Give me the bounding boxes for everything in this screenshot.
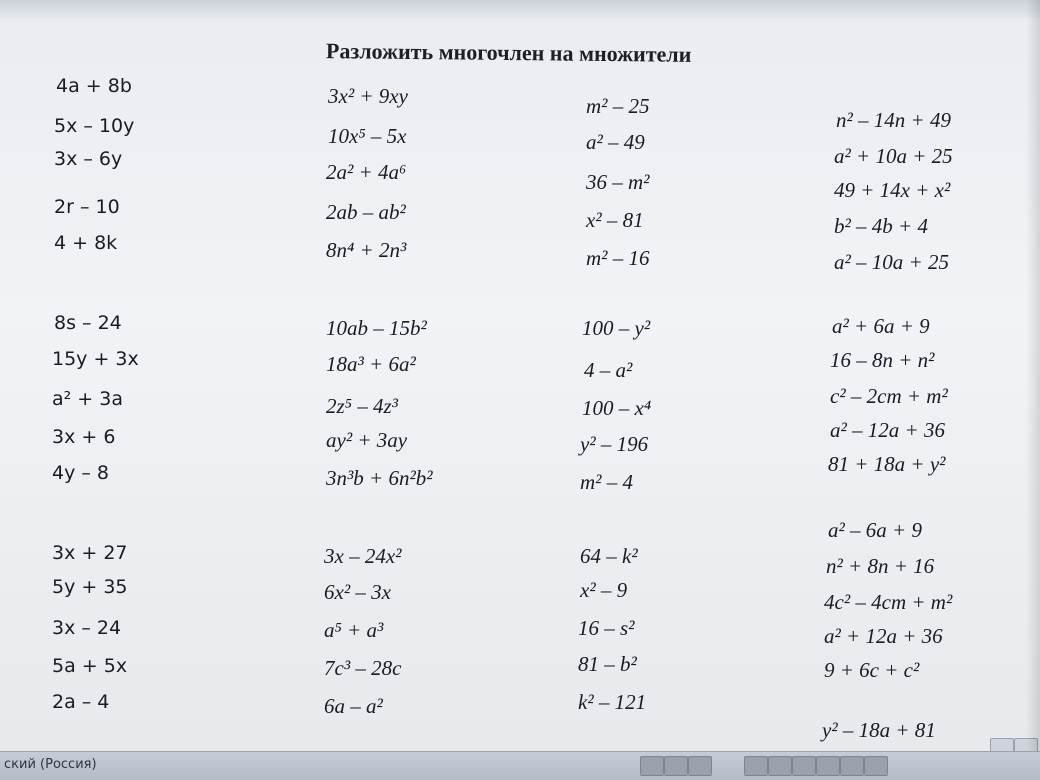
expression: 2a – 4 xyxy=(52,691,110,713)
expression: m² – 16 xyxy=(586,246,650,270)
expression: c² – 2cm + m² xyxy=(830,384,948,408)
expression: y² – 18a + 81 xyxy=(822,718,936,742)
expression: b² – 4b + 4 xyxy=(834,214,928,238)
expression: 4 + 8k xyxy=(54,232,118,254)
expression: 16 – 8n + n² xyxy=(830,348,935,372)
expression: 10x⁵ – 5x xyxy=(328,124,407,148)
tray-icon[interactable] xyxy=(744,756,768,776)
expression: 4y – 8 xyxy=(52,462,109,484)
expression: a² + 12a + 36 xyxy=(824,624,943,648)
expression: 7c³ – 28c xyxy=(324,656,402,680)
expression: 2ab – ab² xyxy=(326,200,406,224)
page-title: Разложить многочлен на множители xyxy=(325,38,692,67)
screen-edge-shadow xyxy=(1026,0,1040,780)
expression: 6x² – 3x xyxy=(324,580,391,604)
expression: 18a³ + 6a² xyxy=(326,352,416,376)
tray-icon[interactable] xyxy=(792,756,816,776)
expression: m² – 25 xyxy=(586,94,650,118)
expression: m² – 4 xyxy=(580,470,633,494)
expression: y² – 196 xyxy=(580,432,649,456)
expression: 3x + 27 xyxy=(52,542,128,564)
expression: 8s – 24 xyxy=(54,312,122,334)
expression: 3x – 24 xyxy=(52,617,122,639)
expression: a² – 12a + 36 xyxy=(830,418,945,442)
expression: 3x + 6 xyxy=(52,426,116,448)
expression: 3x² + 9xy xyxy=(328,84,408,108)
expression: a² – 49 xyxy=(586,130,645,154)
expression: 15y + 3x xyxy=(52,348,139,370)
tray-icon[interactable] xyxy=(664,756,688,776)
expression: 100 – x⁴ xyxy=(582,396,652,420)
tray-icon[interactable] xyxy=(688,756,712,776)
taskbar xyxy=(0,751,1040,780)
expression: 5a + 5x xyxy=(52,655,128,677)
expression: a² + 6a + 9 xyxy=(832,314,930,338)
expression: 64 – k² xyxy=(580,544,638,568)
expression: 3n³b + 6n²b² xyxy=(326,466,433,490)
expression: 2a² + 4a⁶ xyxy=(326,160,407,184)
expression: a² – 6a + 9 xyxy=(828,518,922,542)
expression: 5y + 35 xyxy=(52,576,128,598)
expression: k² – 121 xyxy=(578,690,647,714)
expression: 36 – m² xyxy=(586,170,650,194)
expression: 100 – y² xyxy=(582,316,651,340)
expression: 3x – 6y xyxy=(54,148,123,170)
expression: 10ab – 15b² xyxy=(326,316,427,340)
expression: 16 – s² xyxy=(578,616,635,640)
tray-icon[interactable] xyxy=(864,756,888,776)
expression: n² – 14n + 49 xyxy=(836,108,951,132)
expression: 6a – a² xyxy=(324,694,383,718)
expression: 4c² – 4cm + m² xyxy=(824,590,953,614)
expression: x² – 9 xyxy=(580,578,628,602)
expression: a² – 10a + 25 xyxy=(834,250,949,274)
expression: a⁵ + a³ xyxy=(324,618,384,642)
expression: 8n⁴ + 2n³ xyxy=(326,238,407,262)
expression: n² + 8n + 16 xyxy=(826,554,935,578)
window-top-edge xyxy=(0,0,1040,18)
expression: 2r – 10 xyxy=(54,196,120,218)
expression: 9 + 6c + c² xyxy=(824,658,920,682)
expression: 2z⁵ – 4z³ xyxy=(326,394,398,418)
expression: 4 – a² xyxy=(584,358,633,382)
tray-icon[interactable] xyxy=(640,756,664,776)
expression: ay² + 3ay xyxy=(326,428,408,452)
expression: 3x – 24x² xyxy=(324,544,402,568)
expression: 81 + 18a + y² xyxy=(828,452,946,476)
tray-icon[interactable] xyxy=(840,756,864,776)
expression: a² + 10a + 25 xyxy=(834,144,953,168)
expression: x² – 81 xyxy=(586,208,644,232)
expression: 49 + 14x + x² xyxy=(834,178,951,202)
expression: 5x – 10y xyxy=(54,115,135,137)
expression: 81 – b² xyxy=(578,652,637,676)
expression: 4a + 8b xyxy=(56,75,132,97)
tray-icon[interactable] xyxy=(768,756,792,776)
expression: a² + 3a xyxy=(52,388,123,410)
tray-icon[interactable] xyxy=(816,756,840,776)
language-indicator[interactable]: ский (Россия) xyxy=(4,757,97,772)
